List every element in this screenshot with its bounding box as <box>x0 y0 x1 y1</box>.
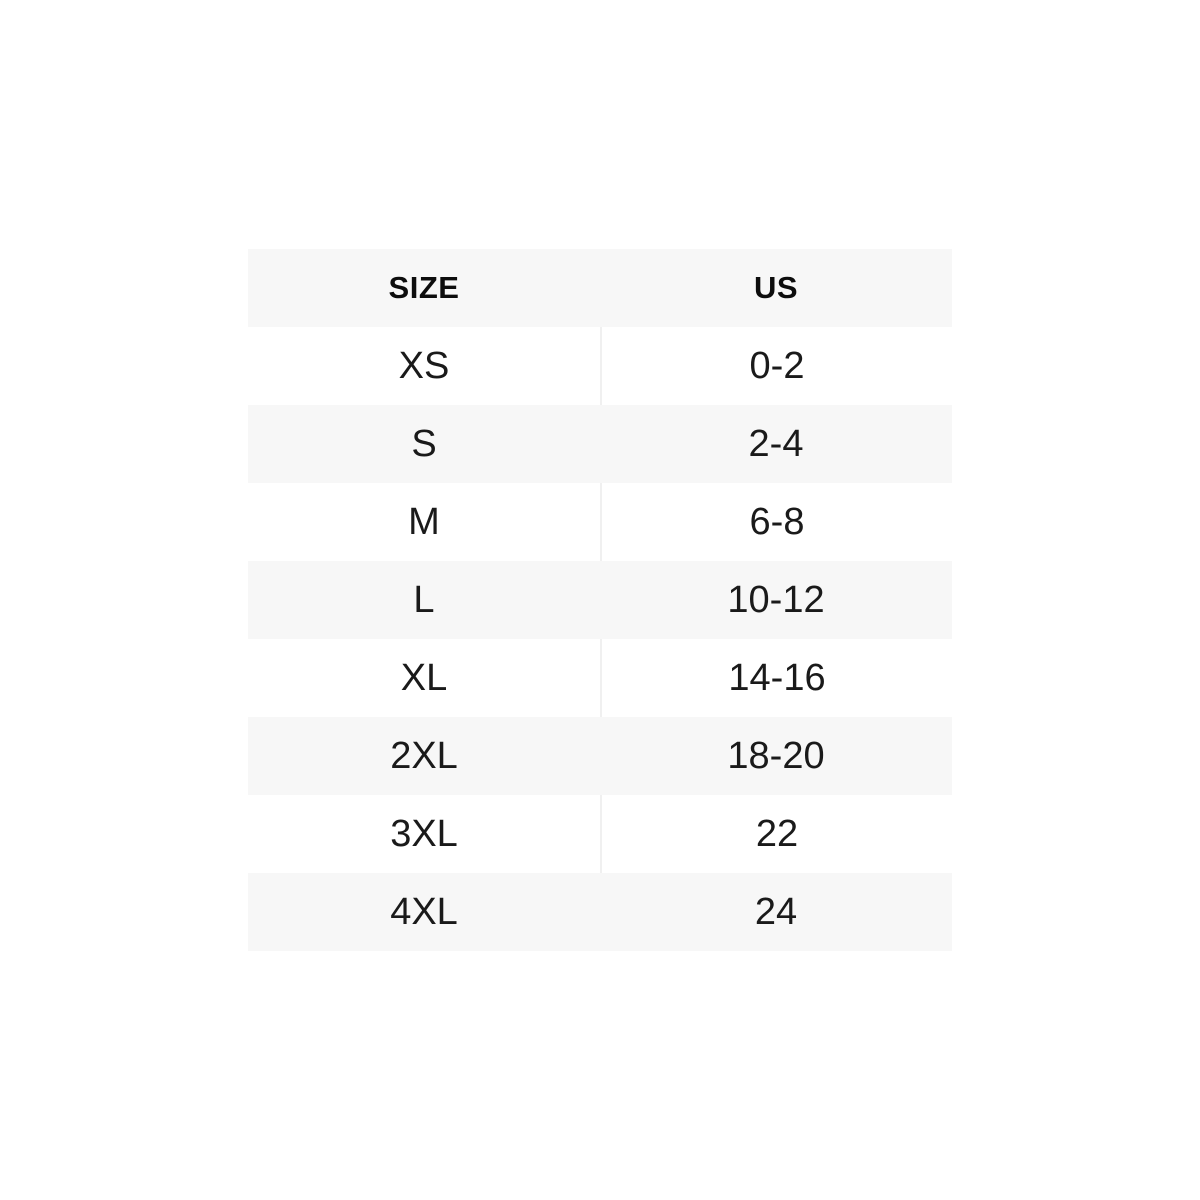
size-cell: XL <box>248 639 600 717</box>
table-row <box>248 483 952 561</box>
size-cell: XS <box>248 327 600 405</box>
size-cell: 2XL <box>248 717 600 795</box>
us-cell: 6-8 <box>600 483 952 561</box>
us-cell: 0-2 <box>600 327 952 405</box>
size-cell: 4XL <box>248 873 600 951</box>
table-row <box>248 561 952 639</box>
us-cell: 14-16 <box>600 639 952 717</box>
column-header-us: US <box>600 249 952 327</box>
us-cell: 18-20 <box>600 717 952 795</box>
table-row <box>248 717 952 795</box>
table-row <box>248 639 952 717</box>
us-cell: 2-4 <box>600 405 952 483</box>
us-cell: 22 <box>600 795 952 873</box>
table-row <box>248 405 952 483</box>
size-cell: 3XL <box>248 795 600 873</box>
table-row <box>248 327 952 405</box>
size-cell: L <box>248 561 600 639</box>
size-cell: M <box>248 483 600 561</box>
size-chart-table <box>248 249 952 951</box>
table-row <box>248 795 952 873</box>
table-header-row <box>248 249 952 327</box>
us-cell: 10-12 <box>600 561 952 639</box>
size-cell: S <box>248 405 600 483</box>
table-row <box>248 873 952 951</box>
column-header-size: SIZE <box>248 249 600 327</box>
us-cell: 24 <box>600 873 952 951</box>
